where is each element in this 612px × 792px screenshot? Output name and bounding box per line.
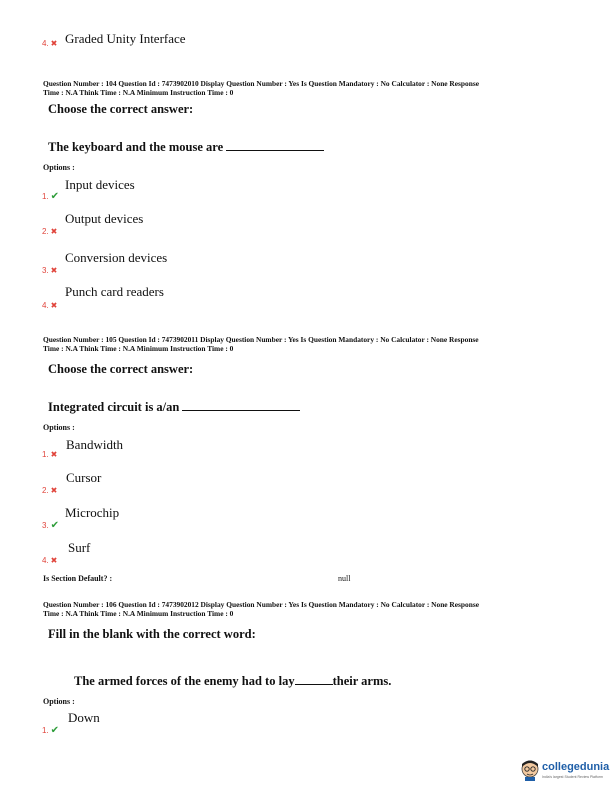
option-text-106-1: Down <box>68 710 100 725</box>
question-meta-105 <box>43 335 583 353</box>
check-icon: ✔ <box>50 520 60 531</box>
section-default-value: null <box>338 574 351 583</box>
meta-line: Time : N.A Think Time : N.A Minimum Instruction Time : 0 <box>43 344 234 353</box>
option-marker-106-1 <box>42 720 59 738</box>
cross-icon: ✖ <box>50 301 58 310</box>
option-number: 3. <box>42 521 49 530</box>
question-text-105 <box>48 400 300 415</box>
answer-blank <box>226 149 324 151</box>
question-stem: Integrated circuit is a/an <box>48 400 180 414</box>
option-number: 1. <box>42 450 49 459</box>
cross-icon: ✖ <box>50 266 58 275</box>
option-number: 2. <box>42 486 49 495</box>
question-text-104 <box>48 140 324 155</box>
collegedunia-logo <box>520 757 612 785</box>
meta-line: Question Number : 105 Question Id : 7473902011 Display Question Number : Yes Is Question Mandatory : No Calculator : None Response <box>43 335 479 344</box>
meta-line: Question Number : 106 Question Id : 7473902012 Display Question Number : Yes Is Question Mandatory : No Calculator : None Response <box>43 600 479 609</box>
instruction-104: Choose the correct answer: <box>48 102 194 116</box>
option-number: 4. <box>42 556 49 565</box>
option-marker-105-2 <box>42 480 57 498</box>
meta-line: Question Number : 104 Question Id : 7473902010 Display Question Number : Yes Is Question Mandatory : No Calculator : None Response <box>43 79 479 88</box>
prev-option-4 <box>42 33 57 51</box>
option-number: 1. <box>42 192 49 201</box>
section-default-label: Is Section Default? : <box>43 574 113 583</box>
option-text: Graded Unity Interface <box>65 31 186 46</box>
option-number: 4. <box>42 301 49 310</box>
cross-icon: ✖ <box>50 39 58 48</box>
meta-line: Time : N.A Think Time : N.A Minimum Instruction Time : 0 <box>43 88 234 97</box>
options-label-106: Options : <box>43 697 75 706</box>
question-stem: The armed forces of the enemy had to lay <box>74 674 295 688</box>
instruction-106: Fill in the blank with the correct word: <box>48 627 256 641</box>
cross-icon: ✖ <box>50 227 58 236</box>
brand-name: collegedunia <box>542 761 610 773</box>
option-marker-105-4 <box>42 550 57 568</box>
option-marker-104-2 <box>42 221 57 239</box>
option-marker-104-4 <box>42 295 57 313</box>
check-icon: ✔ <box>50 725 60 736</box>
option-number: 1. <box>42 726 49 735</box>
cross-icon: ✖ <box>50 450 58 459</box>
cross-icon: ✖ <box>50 486 58 495</box>
option-marker-104-3 <box>42 260 57 278</box>
question-stem: The keyboard and the mouse are <box>48 140 224 154</box>
meta-line: Time : N.A Think Time : N.A Minimum Instruction Time : 0 <box>43 609 234 618</box>
option-number: 3. <box>42 266 49 275</box>
answer-blank <box>295 683 333 685</box>
option-text-104-3: Conversion devices <box>65 250 168 265</box>
instruction-105: Choose the correct answer: <box>48 362 194 376</box>
option-number: 2. <box>42 227 49 236</box>
option-text-104-2: Output devices <box>65 211 144 226</box>
option-text-105-2: Cursor <box>66 470 102 485</box>
answer-blank <box>182 409 300 411</box>
option-marker-105-1 <box>42 444 57 462</box>
question-meta-106 <box>43 600 583 618</box>
option-number: 4. <box>42 39 49 48</box>
option-marker-105-3 <box>42 515 59 533</box>
options-label-105: Options : <box>43 423 75 432</box>
option-text-105-4: Surf <box>68 540 91 555</box>
question-meta-104 <box>43 79 583 97</box>
option-text-105-3: Microchip <box>65 505 120 520</box>
options-label-104: Options : <box>43 163 75 172</box>
mascot-icon <box>520 759 540 781</box>
question-tail: their arms. <box>332 674 392 688</box>
question-text-106 <box>74 674 391 689</box>
option-marker-104-1 <box>42 186 59 204</box>
cross-icon: ✖ <box>50 556 58 565</box>
option-text-104-4: Punch card readers <box>65 284 164 299</box>
brand-tagline: India's largest Student Review Platform <box>542 775 603 779</box>
check-icon: ✔ <box>50 191 60 202</box>
option-text-105-1: Bandwidth <box>66 437 124 452</box>
option-text-104-1: Input devices <box>65 177 135 192</box>
